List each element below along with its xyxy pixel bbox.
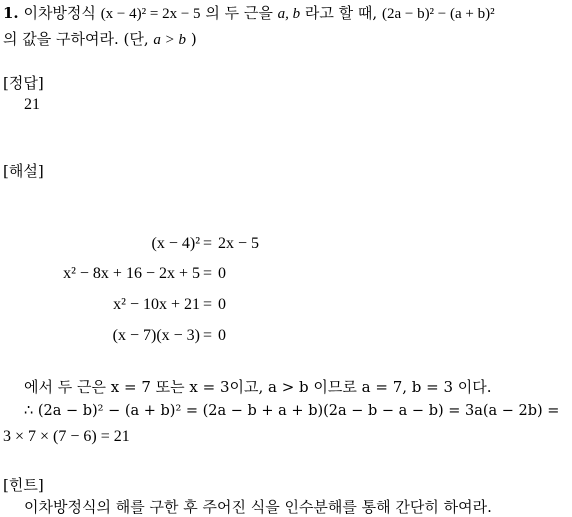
question-text-a: 이차방정식 (23, 4, 96, 22)
explanation-line-1: 에서 두 근은 x = 7 또는 x = 3이고, a > b 이므로 a = 7, b = 3 이다. (24, 378, 492, 396)
question-math-c: (2a − b)² − (a + b)² (381, 6, 495, 22)
equation-equals: = (203, 327, 213, 344)
equation-right: 0 (218, 265, 226, 282)
question-number: 1. (3, 4, 19, 22)
equation-equals: = (203, 265, 213, 282)
explanation-line-3: 3 × 7 × (7 − 6) = 21 (3, 428, 130, 445)
hint-header: [힌트] (3, 476, 44, 494)
question-line2-text: 의 값을 구하여라. (단, (3, 30, 149, 48)
answer-header: [정답] (3, 74, 44, 92)
equation-row (0, 296, 572, 318)
equation-left: (x − 4)² (151, 235, 200, 252)
equation-equals: = (203, 235, 213, 252)
explanation-line-2: ∴ (2a − b)² − (a + b)² = (2a − b + a + b)(2a − b − a − b) = 3a(a − 2b) = (24, 403, 560, 419)
hint-text: 이차방정식의 해를 구한 후 주어진 식을 인수분해를 통해 간단히 하여라. (24, 498, 492, 516)
explanation-header: [해설] (3, 162, 44, 180)
question-line-1 (3, 2, 495, 23)
question-line2-math: a > b (153, 32, 187, 48)
equation-left: x² − 8x + 16 − 2x + 5 (63, 265, 200, 282)
question-line2-close: ) (190, 30, 197, 48)
equation-right: 0 (218, 296, 226, 313)
equation-right: 0 (218, 327, 226, 344)
question-line-2 (3, 28, 197, 49)
equation-row (0, 235, 572, 257)
answer-value: 21 (24, 96, 40, 113)
question-text-b: 의 두 근을 (205, 4, 273, 22)
equation-right: 2x − 5 (218, 235, 260, 252)
equation-left: (x − 7)(x − 3) (112, 327, 200, 344)
equation-row (0, 327, 572, 349)
equation-left: x² − 10x + 21 (113, 296, 200, 313)
question-text-c: 라고 할 때, (304, 4, 378, 22)
equation-equals: = (203, 296, 213, 313)
equation-row (0, 265, 572, 287)
question-math-a: (x − 4)² = 2x − 5 (100, 6, 201, 22)
question-math-b: a, b (277, 6, 301, 22)
